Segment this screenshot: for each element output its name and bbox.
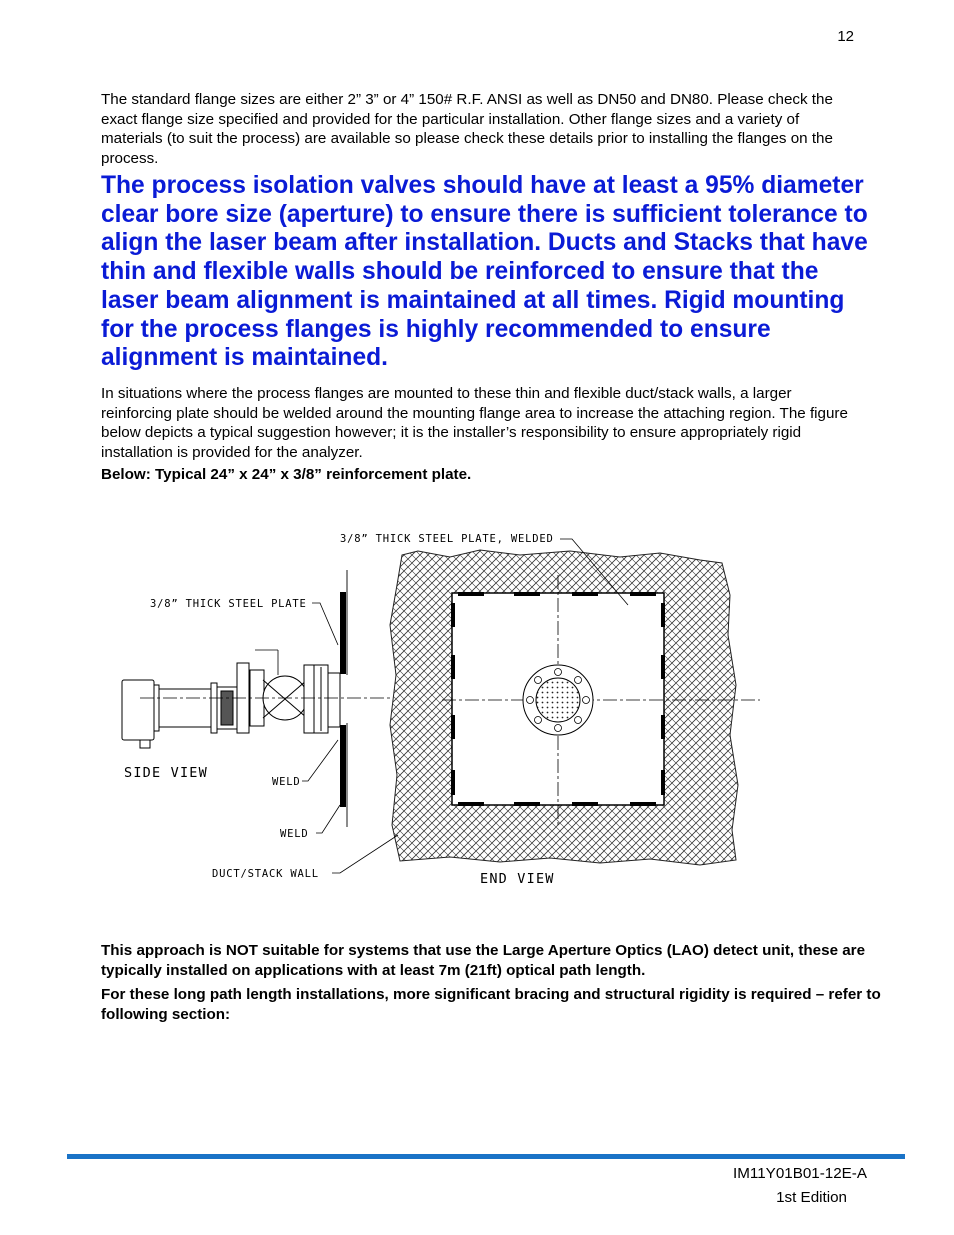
label-steel-plate: 3/8” THICK STEEL PLATE xyxy=(150,598,307,610)
steel-plate-side-view xyxy=(340,570,347,827)
reinforcement-plate-diagram xyxy=(100,515,780,905)
edition-label: 1st Edition xyxy=(776,1189,847,1206)
analyzer-side-view xyxy=(122,663,340,748)
reinforcement-paragraph: In situations where the process flanges are mounted to these thin and flexible duct/stack walls, a larger reinforcing plate should be welded around the mounting flange area to increase the attaching region. The figure below depicts a typical suggestion however; it is the installer’s responsibility to ensure appropriately rigid installation is provided for the analyzer. xyxy=(101,385,848,461)
label-side-view: SIDE VIEW xyxy=(124,765,208,781)
document-number: IM11Y01B01-12E-A xyxy=(733,1165,867,1182)
label-weld-2: WELD xyxy=(280,828,309,840)
alignment-warning: The process isolation valves should have at least a 95% diameter clear bore size (aperture) to ensure there is sufficient tolerance to align the laser beam after installation. Ducts and Stacks that have thin and flexible walls should be reinforced to ensure that the laser beam alignment is maintained at all times. Rigid mounting for the process flanges is highly recommended to ensure alignment is maintained. xyxy=(101,172,868,372)
label-weld-1: WELD xyxy=(272,776,301,788)
label-plate-welded: 3/8” THICK STEEL PLATE, WELDED xyxy=(340,533,554,545)
label-duct-stack-wall: DUCT/STACK WALL xyxy=(212,868,319,880)
lao-note: This approach is NOT suitable for systems that use the Large Aperture Optics (LAO) detect unit, these are typically installed on applications with at least 7m (21ft) optical path length. xyxy=(101,942,866,979)
flange-sizes-paragraph: The standard flange sizes are either 2” 3” or 4” 150# R.F. ANSI as well as DN50 and DN80. Please check the exact flange size specified and provided for the particular installation. Other flange sizes and a variety of materials (to suit the process) are available so please check these details prior to installing the flanges on the process. xyxy=(101,91,833,167)
footer-rule xyxy=(67,1154,905,1159)
long-path-note: For these long path length installations, more significant bracing and structural rigidity is required – refer to following section: xyxy=(101,986,881,1023)
label-end-view: END VIEW xyxy=(480,871,555,887)
page-number: 12 xyxy=(837,28,854,45)
figure-caption: Below: Typical 24” x 24” x 3/8” reinforcement plate. xyxy=(101,466,472,483)
